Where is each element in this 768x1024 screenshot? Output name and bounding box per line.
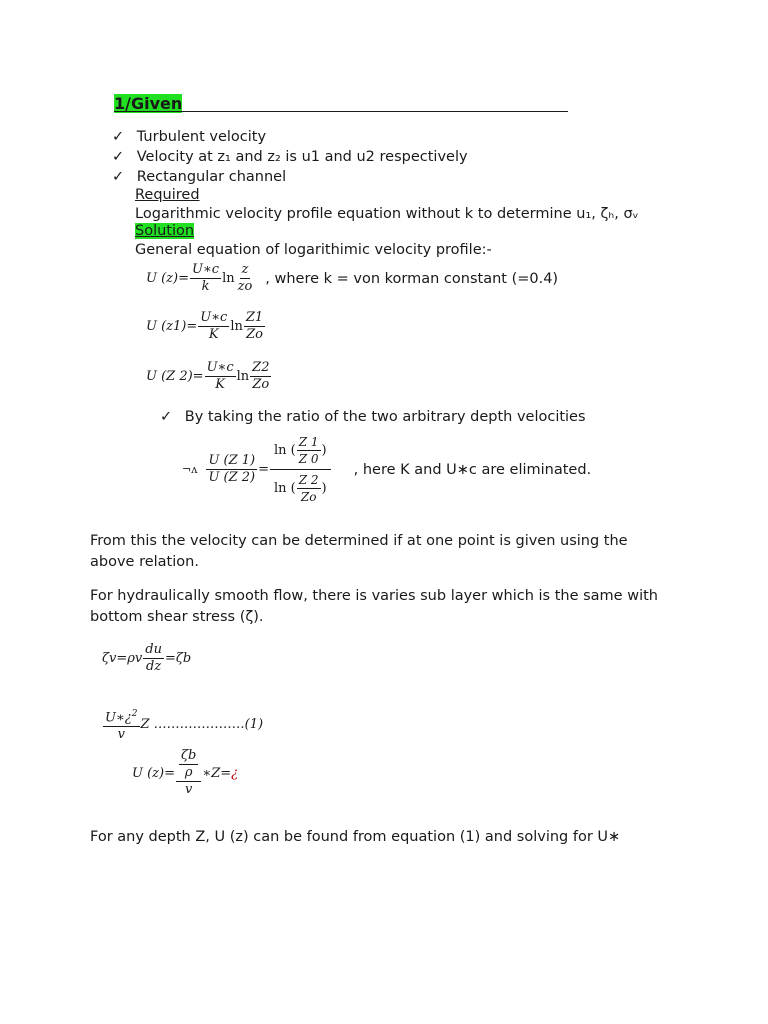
given-item-text: Velocity at z₁ and z₂ is u1 and u2 respectively [136, 149, 468, 165]
numerator: Z2 [252, 360, 270, 375]
exponent: 2 [131, 709, 138, 719]
eq-lhs: U (z)= [146, 271, 189, 286]
denominator: U (Z 2) [208, 470, 256, 485]
ln-operator: ln [230, 319, 243, 334]
fraction [297, 472, 321, 505]
title-underline [114, 111, 568, 112]
check-icon: ✓ [112, 149, 125, 165]
denominator: k [201, 279, 210, 294]
eq-note: , here K and U∗c are eliminated. [353, 461, 592, 478]
eq-prefix: ¬ʌ [182, 463, 198, 476]
ratio-bullet [160, 409, 586, 425]
ln-operator: ln [222, 271, 235, 286]
eq-lhs: U (z)= [132, 765, 175, 781]
numerator-text: U∗¿ [105, 710, 132, 726]
title-text: 1/Given [114, 94, 183, 113]
fraction [206, 453, 257, 486]
fraction [236, 262, 255, 295]
given-item-text: Turbulent velocity [136, 129, 267, 145]
eq-lhs: U (Z 2)= [146, 369, 204, 384]
denominator: Zo [300, 490, 317, 504]
given-item-2 [112, 149, 468, 165]
fraction [244, 310, 265, 343]
equation-velocity-ratio [182, 434, 591, 505]
ln-label: ln ( [274, 443, 296, 458]
required-text: Logarithmic velocity profile equation without k to determine u₁, ζₕ, σᵥ [135, 206, 639, 222]
numerator: Z 1 [298, 435, 319, 449]
denominator: zo [237, 279, 253, 294]
equation-1 [102, 706, 263, 743]
equation-u-z [132, 748, 238, 798]
fraction [176, 748, 201, 798]
numerator: U (Z 1) [208, 453, 256, 468]
numerator: Z 2 [298, 473, 319, 487]
equation-u-z2 [146, 360, 272, 393]
fraction-ln [270, 434, 331, 505]
close-paren: ) [321, 481, 327, 496]
numerator [103, 706, 140, 727]
denominator: Z 0 [298, 452, 319, 466]
numerator: z [241, 262, 249, 277]
check-icon: ✓ [160, 409, 173, 425]
fraction [103, 706, 140, 743]
denominator: dz [146, 659, 162, 674]
paragraph-any-depth: For any depth Z, U (z) can be found from equation (1) and solving for U∗ [90, 829, 621, 845]
denominator: ρ [184, 765, 193, 780]
given-item-text: Rectangular channel [136, 169, 287, 185]
denominator: K [215, 377, 225, 392]
ln-denominator [270, 470, 331, 505]
eq-note: , where k = von korman constant (=0.4) [265, 270, 559, 287]
close-paren: ) [321, 443, 327, 458]
check-icon: ✓ [112, 129, 125, 145]
required-label-text: Required [135, 187, 200, 203]
numerator: du [145, 642, 162, 657]
numerator: Z1 [245, 310, 264, 325]
fraction [250, 360, 271, 393]
numerator: ζb [180, 748, 197, 763]
solution-label-text: Solution [135, 223, 195, 239]
numerator: U∗c [206, 360, 234, 375]
solution-label [135, 223, 194, 239]
ln-operator: ln [236, 369, 250, 384]
paragraph-smooth-flow: For hydraulically smooth flow, there is varies sub layer which is the same with bottom shear stress (ζ). [90, 588, 658, 625]
ln-label: ln ( [274, 481, 296, 496]
equation-u-z1 [146, 310, 266, 343]
fraction [297, 434, 321, 467]
equals-sign: = [258, 462, 270, 477]
required-label [135, 187, 200, 203]
denominator: Zo [246, 327, 263, 342]
eq-rhs: =ζb [164, 651, 192, 666]
eq-lhs: U (z1)= [146, 319, 198, 334]
equation-log-profile [146, 262, 558, 295]
denominator: K [208, 327, 219, 342]
fraction [190, 262, 221, 295]
eq-rhs: Z …………………(1) [140, 717, 264, 733]
ratio-bullet-text: By taking the ratio of the two arbitrary depth velocities [184, 409, 586, 425]
fraction [143, 642, 164, 675]
eq-rhs-red: ¿ [231, 765, 239, 781]
eq-lhs: ζv=ρv [102, 651, 143, 666]
eq-rhs: ∗Z= [202, 765, 232, 781]
numerator: U∗c [191, 262, 220, 277]
denominator: v [117, 727, 125, 743]
fraction [205, 360, 236, 393]
fraction [198, 310, 229, 343]
denominator: Zo [252, 377, 270, 392]
numerator [176, 748, 201, 782]
general-eq-text: General equation of logarithimic velocity profile:- [135, 242, 492, 258]
given-item-1 [112, 129, 266, 145]
check-icon: ✓ [112, 169, 125, 185]
denominator: v [184, 782, 193, 797]
fraction [179, 748, 198, 781]
paragraph-velocity: From this the velocity can be determined if at one point is given using the above relation. [90, 533, 628, 570]
given-item-3 [112, 169, 286, 185]
ln-numerator [270, 434, 331, 470]
numerator: U∗c [200, 310, 228, 325]
equation-shear-stress [102, 642, 191, 675]
